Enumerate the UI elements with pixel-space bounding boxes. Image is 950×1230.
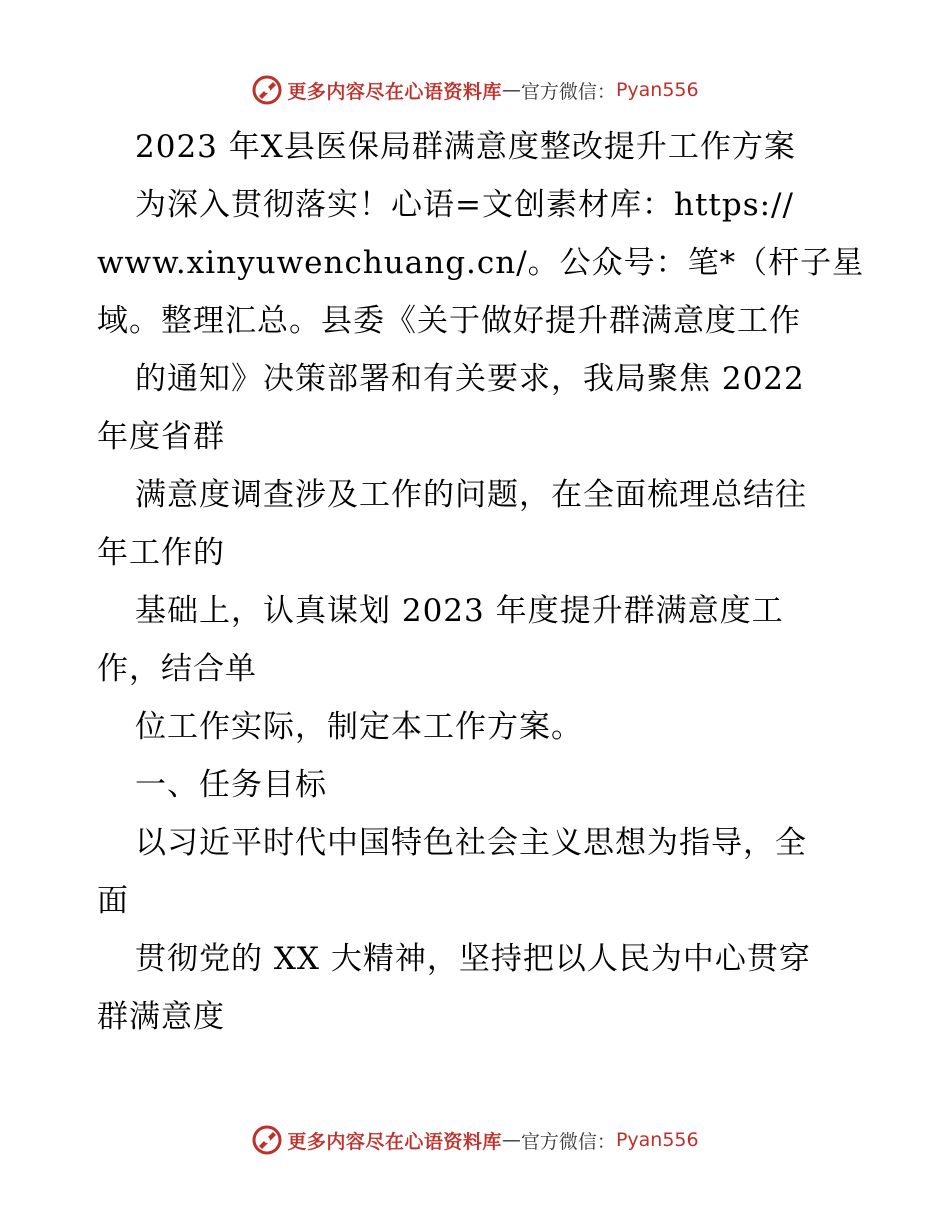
banner-main-text: 更多内容尽在心语资料库 — [287, 80, 502, 103]
doc-line: www.xinyuwenchuang.cn/。公众号：笔*（杆子星 — [97, 245, 865, 281]
banner-dash: — — [501, 1129, 521, 1151]
doc-line: 满意度调查涉及工作的问题，在全面梳理总结往 — [135, 477, 807, 513]
doc-line: 域。整理汇总。县委《关于做好提升群满意度工作 — [97, 303, 801, 339]
doc-line: 的通知》决策部署和有关要求，我局聚焦 2022 — [135, 361, 805, 397]
doc-line: 贯彻党的 XX 大精神，坚持把以人民为中心贯穿 — [135, 941, 811, 977]
header-banner — [0, 70, 950, 110]
banner-wechat-id: Pyan556 — [615, 1129, 699, 1151]
doc-line: 作，结合单 — [97, 651, 257, 687]
banner-main-text: 更多内容尽在心语资料库 — [287, 1130, 502, 1153]
doc-line: 年度省群 — [97, 419, 225, 455]
pen-logo-icon — [251, 1124, 283, 1156]
doc-line: 以习近平时代中国特色社会主义思想为指导，全 — [135, 825, 807, 861]
doc-line: 年工作的 — [97, 535, 225, 571]
doc-line: 群满意度 — [97, 999, 225, 1035]
pen-logo-icon — [251, 74, 283, 106]
footer-banner — [0, 1120, 950, 1160]
banner-official-label: 官方微信： — [520, 1130, 616, 1153]
doc-line: 位工作实际，制定本工作方案。 — [135, 709, 583, 745]
banner-official-label: 官方微信： — [520, 80, 616, 103]
banner-wechat-id: Pyan556 — [615, 79, 699, 101]
doc-line: 面 — [97, 883, 129, 919]
doc-line: 基础上，认真谋划 2023 年度提升群满意度工 — [135, 593, 784, 629]
doc-line: 为深入贯彻落实！心语=文创素材库：https:// — [135, 187, 794, 223]
document-body — [97, 118, 865, 1046]
banner-dash: — — [501, 79, 521, 101]
doc-title-line: 2023 年X县医保局群满意度整改提升工作方案 — [135, 129, 796, 165]
section-heading: 一、任务目标 — [135, 767, 327, 803]
